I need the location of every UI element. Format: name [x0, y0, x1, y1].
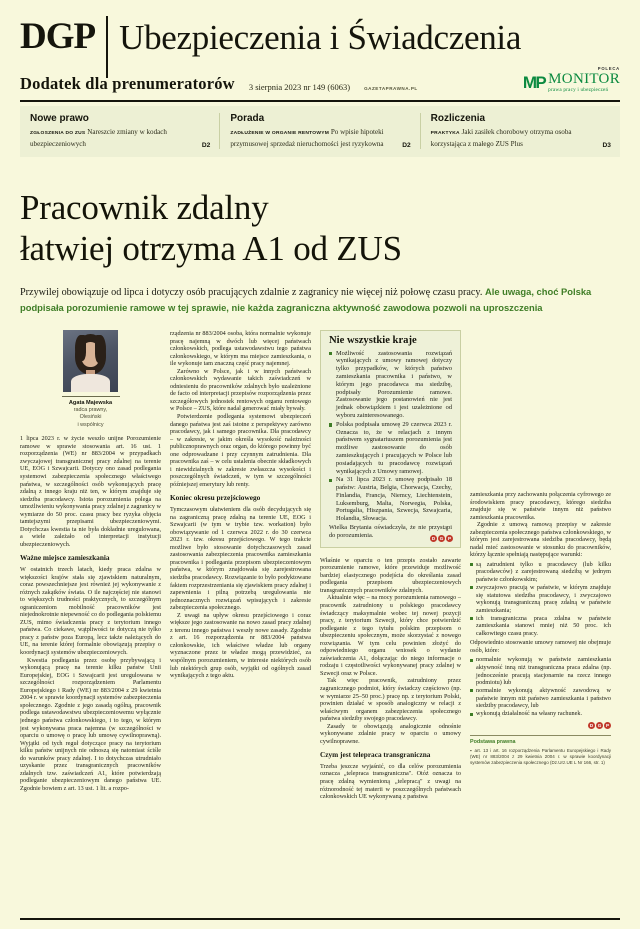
teaser-item[interactable] [219, 113, 419, 149]
dgp-dot-g: G [439, 535, 444, 541]
article-body [20, 330, 620, 890]
teaser-kicker: PRAKTYKA [430, 131, 460, 136]
avatar [63, 330, 118, 392]
teaser-kicker: ZGŁOSZENIA DO ZUS [30, 131, 86, 136]
legal-basis-box [470, 735, 611, 766]
paragraph: Aktualnie więc – na mocy porozumienia ramowego – pracownik zatrudniony u polskiego pracodawcy świadczący maksymalnie wobec tej nowej pozycji pracy, z terytorium Szwecji, który chce potwierdzić podleganie z tego tytułu polskim przepisom o ubezpieczeniu społecznym, może skorzystać z nowego rozwiązania. W tym celu powinien złożyć do odpowiedniego organu wniosek o wydanie zaświadczenia A1, dołączając do niego informacje o rodzaju i częstotliwości wykonywanej pracy zdalnej w Szwecji oraz w Polsce. [320, 594, 461, 677]
sidebar-bullet-list [329, 350, 452, 524]
dgp-logo: DGP [20, 16, 96, 57]
teaser-title: Rozliczenia [430, 113, 486, 124]
article-column-4 [470, 330, 611, 890]
teaser-title: Nowe prawo [30, 113, 89, 124]
supplement-title: Ubezpieczenia i Świadczenia [119, 18, 522, 57]
paragraph: Z uwagi na upływ okresu przejściowego i coraz większe jego zastosowanie na nowo zasad pracy zdalnej z terenu innego państwa i weszły nowe zasady. Zgodnie z art. 16 rozporządzenia nr 883/2004 państwa członkowskie, ich właściwe władze lub organy wyznaczone przez te władze mogą przewidzieć, za wspólnym porozumieniem, w interesie niektórych osób lub niektórych grup osób, wyjątki od ogólnych zasad wynikających z tego aktu. [170, 611, 311, 680]
article-column-1 [20, 330, 161, 890]
headline-line-1: Pracownik zdalny [20, 188, 269, 227]
list-item: Możliwość zastosowania rozwiązań wynikających z umowy ramowej dotyczy tylko przypadków, w których państwo zamieszkania pracownika i państwo, w którym jego pracodawca ma siedzibę, podpisały Porozumienie ramowe. Zastosowanie jego postanowień nie jest jednak obowiązkiem i jest uzależnione od wyboru zainteresowanego. [329, 350, 452, 420]
paragraph: 1 lipca 2023 r. w życie weszło unijne Porozumienie ramowe w sprawie stosowania art. 16 ust. 1 rozporządzenia (WE) nr 883/2004 w przypadkach zwyczajowej transgranicznej pracy zdalnej na terenie UE, EOG i Szwajcarii. Dotyczy ono zasad podlegania systemowi zabezpieczenia społecznego właściwego państwa, w szczególności osób wykonujących pracę zdalną z innego kraju niż ten, w którym znajduje się siedziba pracodawcy. Istota porozumienia polega na umożliwieniu wykonywania pracy zdalnej z zagranicy w wymiarze do 50 proc. czasu pracy bez ryzyka objęcia tamtejszymi przepisami ubezpieczeniowymi. Dotychczas kwestia ta nie była dokładnie uregulowana, a wiele zależało od interpretacji instytucji ubezpieczeniowych. [20, 435, 161, 548]
dgp-dot-g: G [597, 722, 602, 728]
dgp-logo-dots [470, 722, 611, 729]
dgp-dot-d: D [431, 535, 436, 541]
paragraph: Tak więc pracownik, zatrudniony przez zagranicznego podmiot, który świadczy częściowo (np. w wymiarze 25–50 proc.) pracę np. z terytorium Polski, powinien działać w sposób analogiczny w relacji z właściwym organem zabezpieczenia społecznego państwa siedziby swojego pracodawcy. [320, 677, 461, 723]
paragraph: Potwierdzenie podlegania systemowi ubezpieczeń danego państwa jest zaś istotne z perspektywy zarówno pracodawcy, jak i samego pracownika. Dla pracodawcy – w zakresie, w jakim określa wysokość należności publicznoprawnych oraz organ, do którego powinny być one odprowadzane i przy czynnym zatrudnienia. Dla pracownika zaś – w celu ustalenia obecnie składkowych i niewidzialnych w zakresie zwłaszcza wysokości i poszczególnych świadczeń, w tym w szczególności późniejszej emerytury lub renty. [170, 413, 311, 488]
paragraph: Kwestia podlegania przez osobę przybywającą i wykonującą pracę na terenie kilku państw Unii Europejskiej, EOG i Szwajcarii jest uregulowana w szczególności rozporządzeniem Parlamentu Europejskiego i Rady (WE) nr 883/2004 z 29 kwietnia 2004 r. w sprawie koordynacji systemów zabezpieczenia społecznego. Zgodnie z jego zasadą ogólną, pracownik podlega ustawodawstwu ubezpieczeniowemu wyłącznie jednego państwa członkowskiego, i to tego, w którym jest wykonywana praca najemna (w szczególności w oparciu o umowę o pracę lub umowę cywilnoprawną). Wyjątki od tych reguł dotyczące pracy na terytorium kilku państw unijnych nie odnoszą się natomiast ściśle do warunków pracy zdalnej. I to dotychczas utrudniało uzyskanie przez transgranicznych pracowników zdalnych tzw. zaświadczeń A1, które potwierdzają podleganie ubezpieczeniowym danego państwa UE. Zgodnie bowiem z art. 13 ust. 1 lit. a rozpo- [20, 656, 161, 792]
author-role-2: Olesiński [79, 414, 102, 421]
teaser-page-ref: D3 [602, 142, 611, 149]
author-name: Agata Majewska [68, 400, 113, 406]
sidebar-box-note: Wielka Brytania oświadczyła, że nie przystąpi do porozumienia. [329, 524, 452, 539]
dgp-dot-d: D [589, 722, 594, 728]
paragraph: W ostatnich trzech latach, kiedy praca zdalna w większości krajów stała się zjawiskiem naturalnym, coraz powszechniejsze jest również jej wykonywanie z różnych zakątków świata. O ile najczęściej nie stanowi to większych trudności praktycznych, to szczególnym ograniczeniom mobilność pracowników jest niejednokrotnie niepewność co do podlegania polskiemu ZUS, mimo świadczenia pracy z terytorium innego państwa. Co ciekawe, wątpliwości te dotyczą nie tylko pracy z państw poza Europą, lecz także należących do UE, na terenie której formalnie obowiązują przepisy o koordynacji systemów ubezpieczeniowych. [20, 566, 161, 657]
sidebar-box [320, 330, 461, 548]
teaser-page-ref: D2 [402, 142, 411, 149]
dgp-dot-p: P [447, 535, 452, 541]
paragraph: zamieszkania przy zachowaniu połączenia cyfrowego ze środowiskiem pracy pracodawcy, którego siedziba znajduje się w państwie innym niż państwo zamieszkania pracownika. [470, 491, 611, 521]
paragraph: Trzeba jeszcze wyjaśnić, co dla celów porozumienia oznacza „telepraca transgraniczna". Otóż oznacza to pracę zdalną wymienioną „telepracą" z uwagi na różnorodność tej materii w poszczególnych państwach członkowskich UE wykonywaną z państwa [320, 762, 461, 801]
masthead-subbar [20, 64, 620, 94]
sidebar-box-title: Nie wszystkie kraje [329, 335, 417, 346]
masthead-rule-bottom [20, 100, 620, 102]
list-item: ich transgraniczna praca zdalna w państwie zamieszkania stanowi mniej niż 50 proc. ich całkowitego czasu pracy. [470, 615, 611, 638]
teaser-kicker: ZADŁUŻENIE W ORGANIE RENTOWYM [230, 131, 330, 136]
paragraph: rządzenia nr 883/2004 osoba, która normalnie wykonuje pracę najemną w dwóch lub więcej państwach członkowskich, podlega ustawodawstwu tego państwa członkowskiego, w którym ma miejsce zamieszkania, o ile wykonuje tam znaczną część pracy najemnej. [170, 330, 311, 368]
teaser-item[interactable] [420, 113, 620, 149]
author-byline [60, 330, 122, 429]
monitor-promo [523, 66, 620, 93]
teaser-text: Nareszcie zmiany w kodach ubezpieczeniowych [30, 128, 167, 148]
dgp-logo-dots [430, 535, 453, 542]
article-column-3 [320, 330, 461, 890]
page-title [20, 187, 620, 269]
exclusions-list [470, 656, 611, 717]
paragraph: Właśnie w oparciu o ten przepis zostało zawarte porozumienie ramowe, które przewiduje możliwość bardziej elastycznego podejścia do określania zasad podlegania przepisom ubezpieczeniowych transgranicznych pracowników zdalnych. [320, 556, 461, 594]
conditions-list [470, 561, 611, 637]
author-role-1: radca prawny, [73, 407, 108, 413]
author-role-3: i wspólnicy [77, 421, 104, 428]
paragraph: Odpowiednio stosowanie umowy ramowej nie obejmuje osób, które: [470, 639, 611, 654]
teaser-page-ref: D2 [201, 142, 211, 149]
teaser-title: Porada [230, 113, 265, 124]
legal-basis-text: ▪ art. 13 i art. 16 rozporządzenia Parlamentu Europejskiego i Rady (WE) nr 883/2004 z 29 kwietnia 2004 r. w sprawie koordynacji systemów zabezpieczenia społecznego (Dz.Urz.UE L Nr 166, str. 1) [470, 747, 611, 765]
monitor-name: MONITOR [548, 71, 620, 87]
byline-divider [62, 396, 120, 397]
list-item: Polska podpisała umowę 29 czerwca 2023 r. Oznacza to, że w relacjach z innym państwem sygnatariuszem porozumienia jest możliwe zastosowanie do osób zamieszkujących i pracujących w Polsce lub posiadających tu pracodawcę rozwiązań wynikających z Umowy ramowej. [329, 421, 452, 476]
issue-date: 3 sierpnia 2023 nr 149 (6063) [248, 82, 351, 92]
mp-logo-icon: MP [522, 72, 546, 92]
list-item: zwyczajowo pracują w państwie, w którym znajduje się statutowa siedziba pracodawcy, i zwyczajowo wykonują transgraniczną pracę zdalną w państwie zamieszkania; [470, 584, 611, 614]
section-heading-koniec: Koniec okresu przejściowego [170, 493, 261, 503]
section-heading-czym: Czym jest telepraca transgraniczna [320, 750, 431, 760]
poleca-label: POLECA [597, 66, 620, 71]
paragraph: Tymczasowym ułatwieniem dla osób decydujących się na zagraniczną pracę zdalną na terenie UE, EOG i Szwajcarii (w tym w trybie tzw. workation) było obowiązywanie od 1 czerwca 2022 r. do 30 czerwca 2023 r. tzw. okresu przejściowego. W tego trakcie możliwe było stosowanie dotychczasowych zasad zastosowania zabezpieczenia pracownika zamieszkania pracownika i podlegania przepisom ubezpieczeniowym państwa, w którym znajdowała się zarejestrowana siedziba pracodawcy. Rozwiązanie to było podyktowane faktem rozprzestrzeniania się zjawiskiem pracy zdalnej i zapewnienia i pilną potrzebą uregulowania nie jednoznacznych rozwiązań wpisujących i zakresie zabezpieczenia społecznego. [170, 506, 311, 612]
teaser-text: Po wpisie hipoteki przymusowej sprzedaż nieruchomości jest ryzykowna [230, 128, 384, 148]
standfirst-highlight: Ale uwaga, choć Polska podpisała porozumienie ramowe w tej sprawie, nie każda zagraniczna aktywność zawodowa pozwoli na uproszczenia [20, 286, 592, 313]
list-item: są zatrudnieni tylko u pracodawcy (lub kilku pracodawców) z zarejestrowaną siedzibą w jednym państwie członkowskim; [470, 561, 611, 584]
standfirst-primary: Przywilej obowiązuje od lipca i dotyczy osób pracujących zdalnie z zagranicy nie więcej niż połowę czasu pracy. [20, 287, 483, 298]
masthead [20, 0, 620, 64]
article-column-2 [170, 330, 311, 890]
list-item: normalnie wykonują aktywność zawodową w państwie innym niż państwo zamieszkania i państwo siedziby pracodawcy, lub [470, 687, 611, 710]
paragraph: Zgodnie z umową ramową przepisy w zakresie zabezpieczenia społecznego państwa członkowskiego, w którym jest zarejestrowana siedziba pracodawcy, będą nadal mieć zastosowanie w stosunku do pracowników, którzy łącznie spełniają następujące warunki: [470, 521, 611, 559]
headline-line-2: łatwiej otrzyma A1 od ZUS [20, 229, 402, 268]
paragraph: Zasady te obowiązują analogicznie odnośnie wykonywane zdalnie pracy w oparciu o umowy cywilnoprawne. [320, 722, 461, 745]
subscriber-label: Dodatek dla prenumeratorów [20, 74, 235, 93]
list-item: wykonują działalność na własny rachunek. [470, 710, 611, 718]
page-footer-rule [20, 918, 620, 920]
paragraph: Zarówno w Polsce, jak i w innych państwach członkowskich wydawanie takich zaświadczeń w odniesieniu do pracowników zdalnych było uzależnione de facto od interpretacji przepisów rozporządzenia przez szczegółowych jednostek rentowych organu rentowego w Polsce – ZUS, które nadal generować miały bywały. [170, 367, 311, 413]
teaser-text: Jaki zasiłek chorobowy otrzyma osoba korzystająca z małego ZUS Plus [430, 128, 572, 148]
section-heading-wazne: Ważne miejsce zamieszkania [20, 553, 110, 563]
teaser-bar [20, 106, 620, 157]
article-standfirst [20, 285, 620, 316]
list-item: normalnie wykonują w państwie zamieszkania aktywność inną niż transgraniczna praca zdalna (np. jednocześnie pracują stacjonarnie na rzecz innego podmiotu) lub [470, 656, 611, 686]
teaser-item[interactable] [20, 113, 219, 149]
monitor-subtitle: prawa pracy i ubezpieczeń [548, 87, 609, 93]
website-label: GAZETAPRAWNA.PL [364, 86, 418, 91]
list-item: Na 31 lipca 2023 r. umowę podpisało 18 państw: Austria, Belgia, Chorwacja, Czechy, Finlandia, Francja, Niemcy, Liechtenstein, Luksemburg, Malta, Norwegia, Polska, Portugalia, Hiszpania, Szwecja, Szwajcaria, Holandia, Słowacja. [329, 476, 452, 523]
dgp-dot-p: P [605, 722, 610, 728]
legal-basis-title: Podstawa prawna [470, 738, 516, 745]
column-4-box-spacer [470, 330, 611, 491]
